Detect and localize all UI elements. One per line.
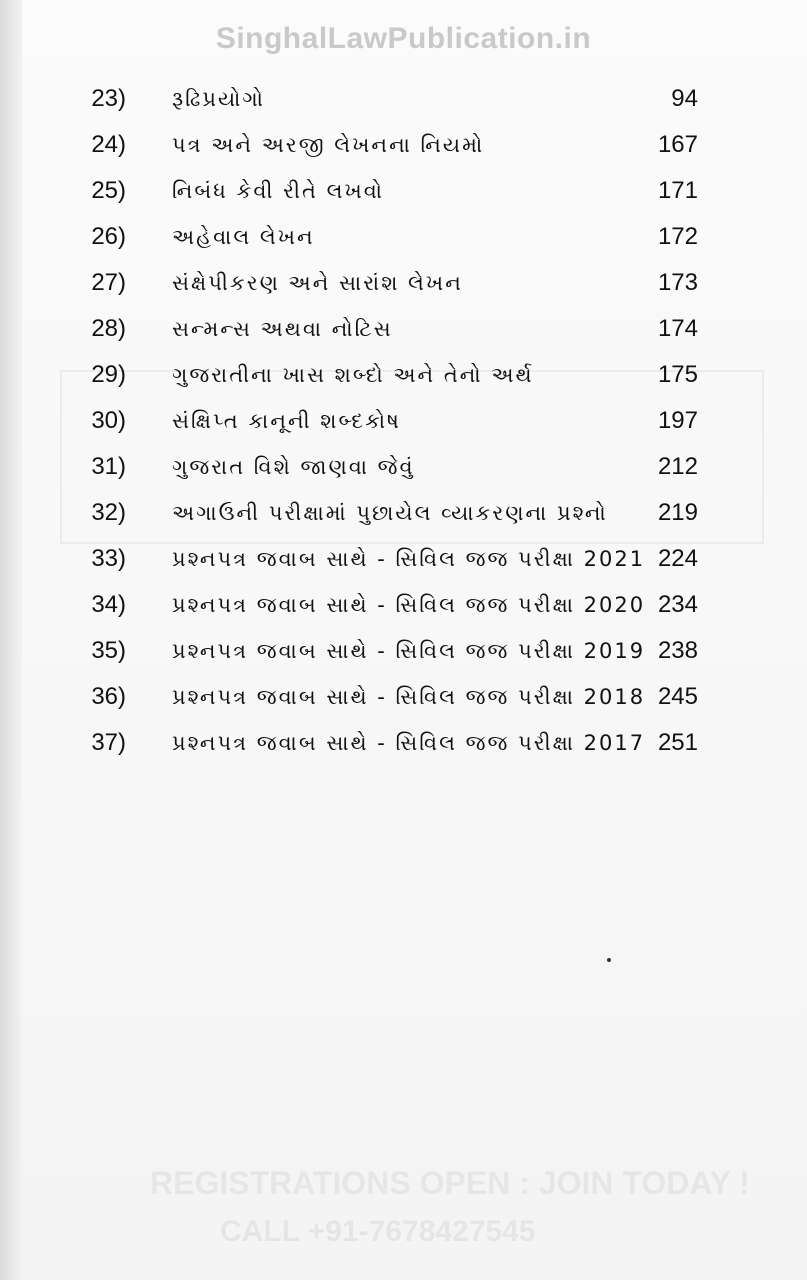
toc-number: 27) — [91, 269, 126, 296]
toc-number: 31) — [91, 453, 126, 480]
toc-page-number: 251 — [657, 729, 698, 756]
toc-number: 25) — [91, 177, 126, 204]
toc-number: 35) — [91, 637, 126, 664]
toc-title: પ્રશ્નપત્ર જવાબ સાથે - સિવિલ જજ પરીક્ષા 2020 — [172, 593, 646, 617]
toc-number: 24) — [91, 131, 126, 158]
toc-row — [0, 582, 807, 628]
toc-number: 34) — [91, 591, 126, 618]
toc-number: 30) — [91, 407, 126, 434]
toc-title: સન્મન્સ અથવા નોટિસ — [172, 317, 393, 341]
toc-title: પત્ર અને અરજી લેખનના નિયમો — [172, 133, 485, 157]
toc-page-number: 174 — [657, 315, 698, 342]
toc-number: 28) — [91, 315, 126, 342]
toc-title: પ્રશ્નપત્ર જવાબ સાથે - સિવિલ જજ પરીક્ષા 2019 — [172, 639, 646, 663]
table-of-contents — [0, 76, 807, 766]
toc-row — [0, 260, 807, 306]
toc-row — [0, 490, 807, 536]
toc-title: અહેવાલ લેખન — [172, 225, 315, 249]
toc-row — [0, 352, 807, 398]
toc-page-number: 234 — [657, 591, 698, 618]
toc-row — [0, 76, 807, 122]
toc-number: 36) — [91, 683, 126, 710]
toc-number: 32) — [91, 499, 126, 526]
toc-row — [0, 214, 807, 260]
toc-page-number: 173 — [657, 269, 698, 296]
toc-row — [0, 674, 807, 720]
toc-row — [0, 122, 807, 168]
toc-row — [0, 536, 807, 582]
toc-title: સંક્ષિપ્ત કાનૂની શબ્દકોષ — [172, 409, 401, 433]
toc-page-number: 175 — [657, 361, 698, 388]
toc-number: 26) — [91, 223, 126, 250]
toc-number: 29) — [91, 361, 126, 388]
toc-page-number: 219 — [657, 499, 698, 526]
toc-row — [0, 720, 807, 766]
toc-row — [0, 628, 807, 674]
toc-title: પ્રશ્નપત્ર જવાબ સાથે - સિવિલ જજ પરીક્ષા 2021 — [172, 547, 646, 571]
toc-page-number: 224 — [657, 545, 698, 572]
watermark-header: SinghalLawPublication.in — [215, 22, 592, 55]
toc-title: પ્રશ્નપત્ર જવાબ સાથે - સિવિલ જજ પરીક્ષા 2017 — [172, 731, 646, 755]
toc-page-number: 212 — [657, 453, 698, 480]
toc-page-number: 197 — [657, 407, 698, 434]
toc-title: નિબંધ કેવી રીતે લખવો — [172, 179, 385, 203]
toc-page-number: 238 — [657, 637, 698, 664]
toc-page-number: 167 — [657, 131, 698, 158]
toc-title: સંક્ષેપીકરણ અને સારાંશ લેખન — [172, 271, 463, 295]
toc-number: 37) — [91, 729, 126, 756]
toc-row — [0, 398, 807, 444]
toc-title: પ્રશ્નપત્ર જવાબ સાથે - સિવિલ જજ પરીક્ષા 2018 — [172, 685, 646, 709]
toc-title: અગાઉની પરીક્ષામાં પુછાયેલ વ્યાકરણના પ્રશ્નો — [172, 501, 608, 525]
toc-title: ગુજરાતીના ખાસ શબ્દો અને તેનો અર્થ — [172, 363, 534, 387]
toc-row — [0, 168, 807, 214]
toc-number: 33) — [91, 545, 126, 572]
toc-number: 23) — [91, 85, 126, 112]
ink-dot — [607, 958, 611, 962]
toc-row — [0, 306, 807, 352]
toc-page-number: 245 — [657, 683, 698, 710]
toc-page-number: 171 — [657, 177, 698, 204]
toc-title: રૂઢિપ્રયોગો — [172, 87, 266, 111]
toc-page-number: 172 — [657, 223, 698, 250]
toc-row — [0, 444, 807, 490]
toc-title: ગુજરાત વિશે જાણવા જેવું — [172, 455, 415, 479]
bleed-through-call: CALL +91-7678427545 — [220, 1215, 536, 1248]
toc-page-number: 94 — [671, 85, 698, 112]
bleed-through-registration: REGISTRATIONS OPEN : JOIN TODAY ! — [150, 1165, 750, 1201]
